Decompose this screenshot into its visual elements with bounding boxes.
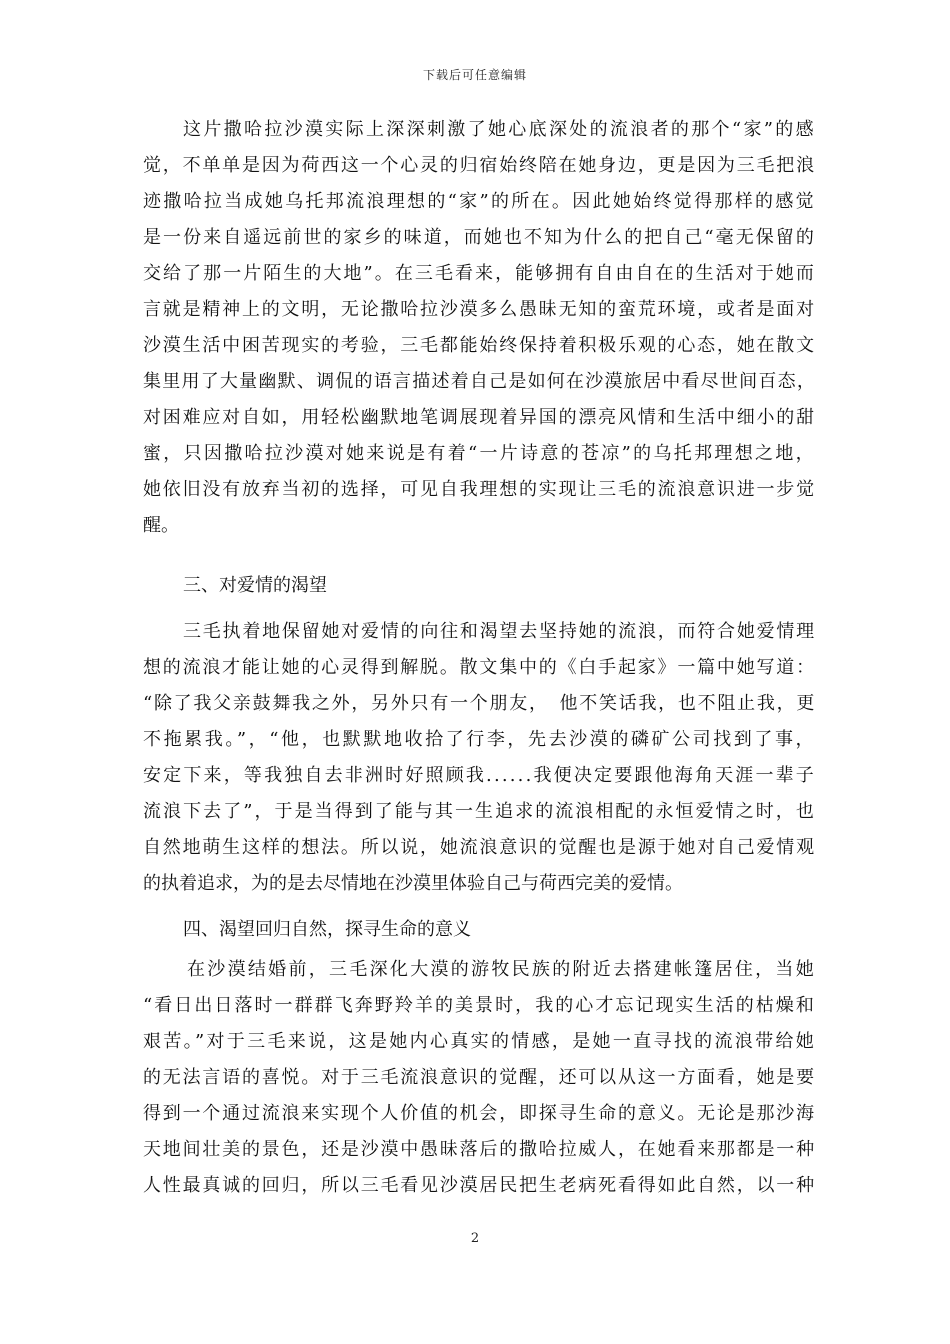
- text-line: 交给了那一片陌生的大地”。在三毛看来，能够拥有自由自在的生活对于她而: [143, 263, 816, 284]
- text-line: 沙漠生活中困苦现实的考验，三毛都能始终保持着积极乐观的心态，她在散文: [143, 335, 816, 356]
- text-line: 不拖累我。”，“他，也默默地收拾了行李，先去沙漠的磷矿公司找到了事，: [143, 729, 817, 750]
- text-line: 安定下来，等我独自去非洲时好照顾我......我便决定要跟他海角天涯一辈子: [143, 765, 816, 786]
- page-header: 下载后可任意编辑: [422, 68, 527, 82]
- text-line: 的执着追求，为的是去尽情地在沙漠里体验自己与荷西完美的爱情。: [143, 873, 683, 894]
- section-heading: 四、渴望回归自然，探寻生命的意义: [183, 919, 471, 940]
- text-line: 自然地萌生这样的想法。所以说，她流浪意识的觉醒也是源于她对自己爱情观: [143, 837, 816, 858]
- text-line: “除了我父亲鼓舞我之外，另外只有一个朋友， 他不笑话我，也不阻止我，更: [143, 693, 817, 714]
- text-line: 的无法言语的喜悦。对于三毛流浪意识的觉醒，还可以从这一方面看，她是要: [143, 1067, 816, 1088]
- section-heading: 三、对爱情的渴望: [183, 575, 327, 596]
- page-number: 2: [470, 1231, 480, 1246]
- text-line: 言就是精神上的文明，无论撒哈拉沙漠多么愚昧无知的蛮荒环境，或者是面对: [143, 299, 816, 320]
- text-line: 在沙漠结婚前，三毛深化大漠的游牧民族的附近去搭建帐篷居住，当她: [187, 959, 816, 980]
- text-line: 流浪下去了”，于是当得到了能与其一生追求的流浪相配的永恒爱情之时，也: [143, 801, 816, 822]
- text-line: 觉，不单单是因为荷西这一个心灵的归宿始终陪在她身边，更是因为三毛把浪: [143, 155, 816, 176]
- text-line: 三毛执着地保留她对爱情的向往和渴望去坚持她的流浪，而符合她爱情理: [183, 621, 816, 642]
- text-line: 集里用了大量幽默、调侃的语言描述着自己是如何在沙漠旅居中看尽世间百态，: [143, 371, 817, 392]
- text-line: 她依旧没有放弃当初的选择，可见自我理想的实现让三毛的流浪意识进一步觉: [143, 479, 816, 500]
- text-line: 艰苦。”对于三毛来说，这是她内心真实的情感，是她一直寻找的流浪带给她: [143, 1031, 817, 1052]
- text-line: 迹撒哈拉当成她乌托邦流浪理想的“家”的所在。因此她始终觉得那样的感觉: [143, 191, 816, 212]
- text-line: 蜜，只因撒哈拉沙漠对她来说是有着“一片诗意的苍凉”的乌托邦理想之地，: [143, 443, 816, 464]
- text-line: 天地间壮美的景色，还是沙漠中愚昧落后的撒哈拉威人，在她看来那都是一种: [143, 1139, 816, 1160]
- text-line: 得到一个通过流浪来实现个人价值的机会，即探寻生命的意义。无论是那沙海: [143, 1103, 816, 1124]
- text-line: 对困难应对自如，用轻松幽默地笔调展现着异国的漂亮风情和生活中细小的甜: [143, 407, 816, 428]
- text-line: 是一份来自遥远前世的家乡的味道，而她也不知为什么的把自己“毫无保留的: [143, 227, 816, 248]
- text-line: 醒。: [143, 515, 179, 536]
- text-line: 想的流浪才能让她的心灵得到解脱。散文集中的《白手起家》一篇中她写道：: [143, 657, 816, 678]
- text-line: “看日出日落时一群群飞奔野羚羊的美景时，我的心才忘记现实生活的枯燥和: [143, 995, 816, 1016]
- text-line: 人性最真诚的回归，所以三毛看见沙漠居民把生老病死看得如此自然，以一种: [143, 1175, 816, 1196]
- text-line: 这片撒哈拉沙漠实际上深深刺激了她心底深处的流浪者的那个“家”的感: [183, 119, 816, 140]
